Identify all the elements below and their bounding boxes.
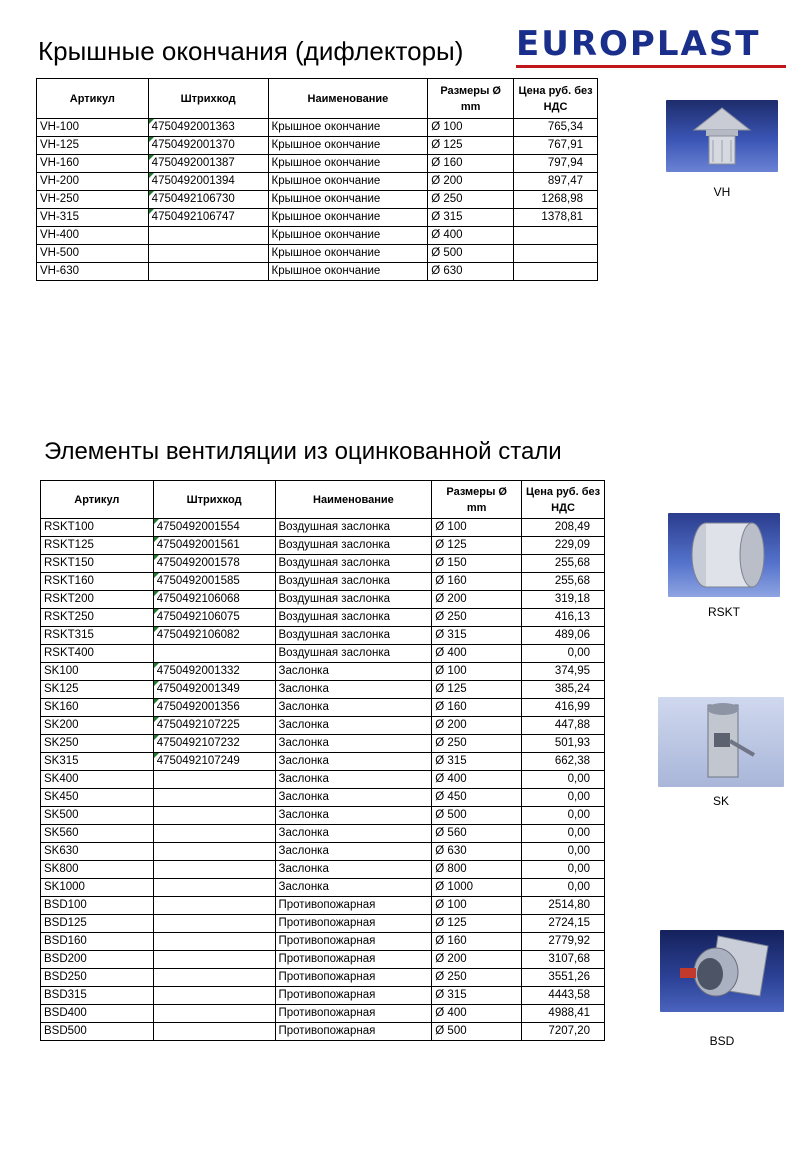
price-cell: 4988,41 bbox=[522, 1005, 605, 1023]
header-barcode: Штрихкод bbox=[148, 79, 268, 119]
name-cell: Заслонка bbox=[275, 879, 432, 897]
size-cell: Ø 150 bbox=[432, 555, 522, 573]
name-cell: Крышное окончание bbox=[268, 263, 428, 281]
size-cell: Ø 500 bbox=[432, 1023, 522, 1041]
article-cell: SK100 bbox=[41, 663, 154, 681]
price-cell: 7207,20 bbox=[522, 1023, 605, 1041]
barcode-cell bbox=[148, 245, 268, 263]
size-cell: Ø 100 bbox=[428, 119, 514, 137]
table-row bbox=[41, 537, 605, 555]
barcode-cell: 4750492001554 bbox=[153, 519, 275, 537]
table-row bbox=[41, 735, 605, 753]
size-cell: Ø 160 bbox=[428, 155, 514, 173]
article-cell: RSKT160 bbox=[41, 573, 154, 591]
article-cell: BSD200 bbox=[41, 951, 154, 969]
barcode-cell: 4750492001585 bbox=[153, 573, 275, 591]
bsd-caption: BSD bbox=[709, 1034, 735, 1048]
size-cell: Ø 160 bbox=[432, 699, 522, 717]
name-cell: Заслонка bbox=[275, 807, 432, 825]
header-size: Размеры Ø mm bbox=[428, 79, 514, 119]
price-cell bbox=[514, 245, 598, 263]
article-cell: VH-100 bbox=[37, 119, 149, 137]
price-cell: 3551,26 bbox=[522, 969, 605, 987]
name-cell: Заслонка bbox=[275, 771, 432, 789]
article-cell: VH-630 bbox=[37, 263, 149, 281]
article-cell: VH-250 bbox=[37, 191, 149, 209]
price-cell: 767,91 bbox=[514, 137, 598, 155]
name-cell: Противопожарная bbox=[275, 933, 432, 951]
size-cell: Ø 200 bbox=[432, 591, 522, 609]
table-row bbox=[41, 843, 605, 861]
article-cell: BSD100 bbox=[41, 897, 154, 915]
article-cell: SK315 bbox=[41, 753, 154, 771]
barcode-cell: 4750492001356 bbox=[153, 699, 275, 717]
name-cell: Крышное окончание bbox=[268, 245, 428, 263]
header-article: Артикул bbox=[37, 79, 149, 119]
size-cell: Ø 200 bbox=[432, 717, 522, 735]
price-cell: 416,13 bbox=[522, 609, 605, 627]
table-row bbox=[37, 245, 598, 263]
barcode-cell: 4750492001578 bbox=[153, 555, 275, 573]
bsd-product-photo bbox=[660, 930, 784, 1012]
price-cell: 255,68 bbox=[522, 555, 605, 573]
table-row bbox=[37, 137, 598, 155]
price-cell: 1268,98 bbox=[514, 191, 598, 209]
barcode-cell: 4750492107249 bbox=[153, 753, 275, 771]
name-cell: Воздушная заслонка bbox=[275, 609, 432, 627]
price-cell: 208,49 bbox=[522, 519, 605, 537]
article-cell: VH-160 bbox=[37, 155, 149, 173]
price-cell: 416,99 bbox=[522, 699, 605, 717]
name-cell: Заслонка bbox=[275, 681, 432, 699]
header-size: Размеры Ø mm bbox=[432, 481, 522, 519]
name-cell: Заслонка bbox=[275, 789, 432, 807]
header-price: Цена руб. без НДС bbox=[514, 79, 598, 119]
price-cell: 897,47 bbox=[514, 173, 598, 191]
article-cell: VH-200 bbox=[37, 173, 149, 191]
barcode-cell: 4750492106082 bbox=[153, 627, 275, 645]
header-name: Наименование bbox=[268, 79, 428, 119]
article-cell: SK200 bbox=[41, 717, 154, 735]
size-cell: Ø 315 bbox=[432, 627, 522, 645]
size-cell: Ø 100 bbox=[432, 519, 522, 537]
article-cell: SK800 bbox=[41, 861, 154, 879]
table-header-row bbox=[37, 79, 598, 119]
article-cell: VH-315 bbox=[37, 209, 149, 227]
table-row bbox=[41, 555, 605, 573]
name-cell: Крышное окончание bbox=[268, 137, 428, 155]
barcode-cell bbox=[153, 807, 275, 825]
barcode-cell: 4750492001370 bbox=[148, 137, 268, 155]
size-cell: Ø 200 bbox=[428, 173, 514, 191]
name-cell: Противопожарная bbox=[275, 969, 432, 987]
size-cell: Ø 1000 bbox=[432, 879, 522, 897]
barcode-cell: 4750492001394 bbox=[148, 173, 268, 191]
name-cell: Воздушная заслонка bbox=[275, 627, 432, 645]
name-cell: Воздушная заслонка bbox=[275, 645, 432, 663]
table-row bbox=[41, 591, 605, 609]
price-cell: 0,00 bbox=[522, 807, 605, 825]
table-row bbox=[41, 825, 605, 843]
price-cell: 0,00 bbox=[522, 861, 605, 879]
table-row bbox=[37, 263, 598, 281]
size-cell: Ø 400 bbox=[428, 227, 514, 245]
size-cell: Ø 100 bbox=[432, 897, 522, 915]
name-cell: Крышное окончание bbox=[268, 155, 428, 173]
price-cell: 765,34 bbox=[514, 119, 598, 137]
barcode-cell bbox=[148, 263, 268, 281]
size-cell: Ø 125 bbox=[432, 915, 522, 933]
price-cell: 0,00 bbox=[522, 825, 605, 843]
name-cell: Противопожарная bbox=[275, 987, 432, 1005]
article-cell: BSD500 bbox=[41, 1023, 154, 1041]
article-cell: BSD315 bbox=[41, 987, 154, 1005]
barcode-cell bbox=[153, 879, 275, 897]
size-cell: Ø 630 bbox=[428, 263, 514, 281]
article-cell: VH-125 bbox=[37, 137, 149, 155]
table-row bbox=[41, 771, 605, 789]
size-cell: Ø 160 bbox=[432, 933, 522, 951]
barcode-cell bbox=[153, 1023, 275, 1041]
table-row bbox=[41, 915, 605, 933]
barcode-cell bbox=[153, 897, 275, 915]
price-cell: 489,06 bbox=[522, 627, 605, 645]
size-cell: Ø 500 bbox=[428, 245, 514, 263]
vent-section-title: Элементы вентиляции из оцинкованной стали bbox=[44, 438, 562, 465]
table-row bbox=[41, 861, 605, 879]
article-cell: BSD250 bbox=[41, 969, 154, 987]
article-cell: SK250 bbox=[41, 735, 154, 753]
article-cell: SK500 bbox=[41, 807, 154, 825]
barcode-cell: 4750492001332 bbox=[153, 663, 275, 681]
name-cell: Крышное окончание bbox=[268, 209, 428, 227]
article-cell: SK450 bbox=[41, 789, 154, 807]
price-cell: 0,00 bbox=[522, 879, 605, 897]
vh-caption: VH bbox=[713, 185, 731, 199]
price-cell: 385,24 bbox=[522, 681, 605, 699]
table-row bbox=[41, 951, 605, 969]
header-barcode: Штрихкод bbox=[153, 481, 275, 519]
name-cell: Крышное окончание bbox=[268, 119, 428, 137]
barcode-cell bbox=[153, 951, 275, 969]
article-cell: RSKT200 bbox=[41, 591, 154, 609]
article-cell: SK1000 bbox=[41, 879, 154, 897]
size-cell: Ø 250 bbox=[432, 609, 522, 627]
price-cell: 662,38 bbox=[522, 753, 605, 771]
size-cell: Ø 125 bbox=[432, 681, 522, 699]
table-row bbox=[41, 573, 605, 591]
price-cell bbox=[514, 263, 598, 281]
product-rskt bbox=[668, 513, 780, 623]
name-cell: Заслонка bbox=[275, 735, 432, 753]
barcode-cell: 4750492001349 bbox=[153, 681, 275, 699]
price-cell bbox=[514, 227, 598, 245]
price-cell: 4443,58 bbox=[522, 987, 605, 1005]
name-cell: Заслонка bbox=[275, 861, 432, 879]
size-cell: Ø 100 bbox=[432, 663, 522, 681]
barcode-cell bbox=[153, 843, 275, 861]
price-cell: 797,94 bbox=[514, 155, 598, 173]
table-row bbox=[41, 879, 605, 897]
table-row bbox=[41, 987, 605, 1005]
name-cell: Воздушная заслонка bbox=[275, 591, 432, 609]
barcode-cell: 4750492107232 bbox=[153, 735, 275, 753]
table-row bbox=[41, 897, 605, 915]
barcode-cell bbox=[153, 771, 275, 789]
barcode-cell bbox=[153, 861, 275, 879]
price-cell: 501,93 bbox=[522, 735, 605, 753]
vent-price-table bbox=[40, 480, 605, 1041]
table-row bbox=[37, 155, 598, 173]
name-cell: Крышное окончание bbox=[268, 191, 428, 209]
barcode-cell: 4750492001561 bbox=[153, 537, 275, 555]
table-row bbox=[41, 663, 605, 681]
barcode-cell bbox=[153, 825, 275, 843]
logo-text: EUROPLAST bbox=[516, 24, 761, 64]
barcode-cell bbox=[153, 645, 275, 663]
header-name: Наименование bbox=[275, 481, 432, 519]
article-cell: SK560 bbox=[41, 825, 154, 843]
table-row bbox=[41, 519, 605, 537]
name-cell: Заслонка bbox=[275, 717, 432, 735]
size-cell: Ø 200 bbox=[432, 951, 522, 969]
price-cell: 2779,92 bbox=[522, 933, 605, 951]
barcode-cell bbox=[153, 933, 275, 951]
barcode-cell bbox=[153, 987, 275, 1005]
table-row bbox=[41, 699, 605, 717]
price-cell: 0,00 bbox=[522, 843, 605, 861]
name-cell: Воздушная заслонка bbox=[275, 537, 432, 555]
article-cell: VH-400 bbox=[37, 227, 149, 245]
barcode-cell bbox=[153, 969, 275, 987]
vh-product-photo bbox=[666, 100, 778, 172]
barcode-cell: 4750492107225 bbox=[153, 717, 275, 735]
price-cell: 1378,81 bbox=[514, 209, 598, 227]
barcode-cell: 4750492106075 bbox=[153, 609, 275, 627]
product-sk bbox=[658, 697, 784, 809]
table-row bbox=[41, 753, 605, 771]
price-cell: 0,00 bbox=[522, 771, 605, 789]
article-cell: RSKT100 bbox=[41, 519, 154, 537]
size-cell: Ø 450 bbox=[432, 789, 522, 807]
size-cell: Ø 250 bbox=[432, 969, 522, 987]
article-cell: RSKT315 bbox=[41, 627, 154, 645]
header-article: Артикул bbox=[41, 481, 154, 519]
price-cell: 2724,15 bbox=[522, 915, 605, 933]
table-row bbox=[37, 227, 598, 245]
article-cell: BSD400 bbox=[41, 1005, 154, 1023]
article-cell: RSKT400 bbox=[41, 645, 154, 663]
name-cell: Заслонка bbox=[275, 753, 432, 771]
table-row bbox=[41, 681, 605, 699]
name-cell: Заслонка bbox=[275, 825, 432, 843]
table-row bbox=[37, 173, 598, 191]
article-cell: SK400 bbox=[41, 771, 154, 789]
table-row bbox=[41, 1023, 605, 1041]
sk-product-photo bbox=[658, 697, 784, 787]
table-row bbox=[41, 807, 605, 825]
table-row bbox=[41, 645, 605, 663]
table-header-row bbox=[41, 481, 605, 519]
article-cell: RSKT150 bbox=[41, 555, 154, 573]
article-cell: BSD160 bbox=[41, 933, 154, 951]
article-cell: RSKT250 bbox=[41, 609, 154, 627]
name-cell: Противопожарная bbox=[275, 1023, 432, 1041]
barcode-cell: 4750492001363 bbox=[148, 119, 268, 137]
article-cell: SK160 bbox=[41, 699, 154, 717]
price-cell: 374,95 bbox=[522, 663, 605, 681]
price-cell: 319,18 bbox=[522, 591, 605, 609]
name-cell: Воздушная заслонка bbox=[275, 573, 432, 591]
barcode-cell: 4750492106730 bbox=[148, 191, 268, 209]
article-cell: RSKT125 bbox=[41, 537, 154, 555]
table-row bbox=[41, 609, 605, 627]
name-cell: Противопожарная bbox=[275, 915, 432, 933]
name-cell: Воздушная заслонка bbox=[275, 519, 432, 537]
size-cell: Ø 400 bbox=[432, 1005, 522, 1023]
size-cell: Ø 400 bbox=[432, 771, 522, 789]
table-row bbox=[37, 191, 598, 209]
size-cell: Ø 250 bbox=[428, 191, 514, 209]
price-cell: 2514,80 bbox=[522, 897, 605, 915]
name-cell: Крышное окончание bbox=[268, 173, 428, 191]
size-cell: Ø 560 bbox=[432, 825, 522, 843]
barcode-cell: 4750492106068 bbox=[153, 591, 275, 609]
barcode-cell: 4750492001387 bbox=[148, 155, 268, 173]
table-row bbox=[37, 119, 598, 137]
size-cell: Ø 125 bbox=[432, 537, 522, 555]
table-row bbox=[41, 789, 605, 807]
roof-section-title: Крышные окончания (дифлекторы) bbox=[38, 36, 464, 66]
price-cell: 447,88 bbox=[522, 717, 605, 735]
table-row bbox=[41, 717, 605, 735]
table-row bbox=[41, 969, 605, 987]
article-cell: VH-500 bbox=[37, 245, 149, 263]
name-cell: Заслонка bbox=[275, 663, 432, 681]
barcode-cell bbox=[148, 227, 268, 245]
size-cell: Ø 125 bbox=[428, 137, 514, 155]
barcode-cell: 4750492106747 bbox=[148, 209, 268, 227]
table-row bbox=[41, 627, 605, 645]
size-cell: Ø 400 bbox=[432, 645, 522, 663]
table-row bbox=[41, 1005, 605, 1023]
table-row bbox=[41, 933, 605, 951]
price-cell: 255,68 bbox=[522, 573, 605, 591]
rskt-product-photo bbox=[668, 513, 780, 597]
size-cell: Ø 500 bbox=[432, 807, 522, 825]
name-cell: Противопожарная bbox=[275, 951, 432, 969]
size-cell: Ø 800 bbox=[432, 861, 522, 879]
price-cell: 3107,68 bbox=[522, 951, 605, 969]
table-row bbox=[37, 209, 598, 227]
size-cell: Ø 630 bbox=[432, 843, 522, 861]
price-cell: 0,00 bbox=[522, 789, 605, 807]
name-cell: Заслонка bbox=[275, 843, 432, 861]
size-cell: Ø 250 bbox=[432, 735, 522, 753]
barcode-cell bbox=[153, 1005, 275, 1023]
price-cell: 0,00 bbox=[522, 645, 605, 663]
roof-price-table bbox=[36, 78, 598, 281]
barcode-cell bbox=[153, 789, 275, 807]
name-cell: Заслонка bbox=[275, 699, 432, 717]
name-cell: Воздушная заслонка bbox=[275, 555, 432, 573]
article-cell: SK125 bbox=[41, 681, 154, 699]
size-cell: Ø 160 bbox=[432, 573, 522, 591]
size-cell: Ø 315 bbox=[432, 987, 522, 1005]
sk-caption: SK bbox=[712, 794, 729, 808]
size-cell: Ø 315 bbox=[432, 753, 522, 771]
barcode-cell bbox=[153, 915, 275, 933]
product-vh bbox=[666, 100, 778, 200]
rskt-caption: RSKT bbox=[707, 605, 740, 619]
size-cell: Ø 315 bbox=[428, 209, 514, 227]
article-cell: SK630 bbox=[41, 843, 154, 861]
name-cell: Противопожарная bbox=[275, 1005, 432, 1023]
article-cell: BSD125 bbox=[41, 915, 154, 933]
header-price: Цена руб. без НДС bbox=[522, 481, 605, 519]
price-cell: 229,09 bbox=[522, 537, 605, 555]
name-cell: Крышное окончание bbox=[268, 227, 428, 245]
product-bsd bbox=[660, 930, 784, 1048]
name-cell: Противопожарная bbox=[275, 897, 432, 915]
